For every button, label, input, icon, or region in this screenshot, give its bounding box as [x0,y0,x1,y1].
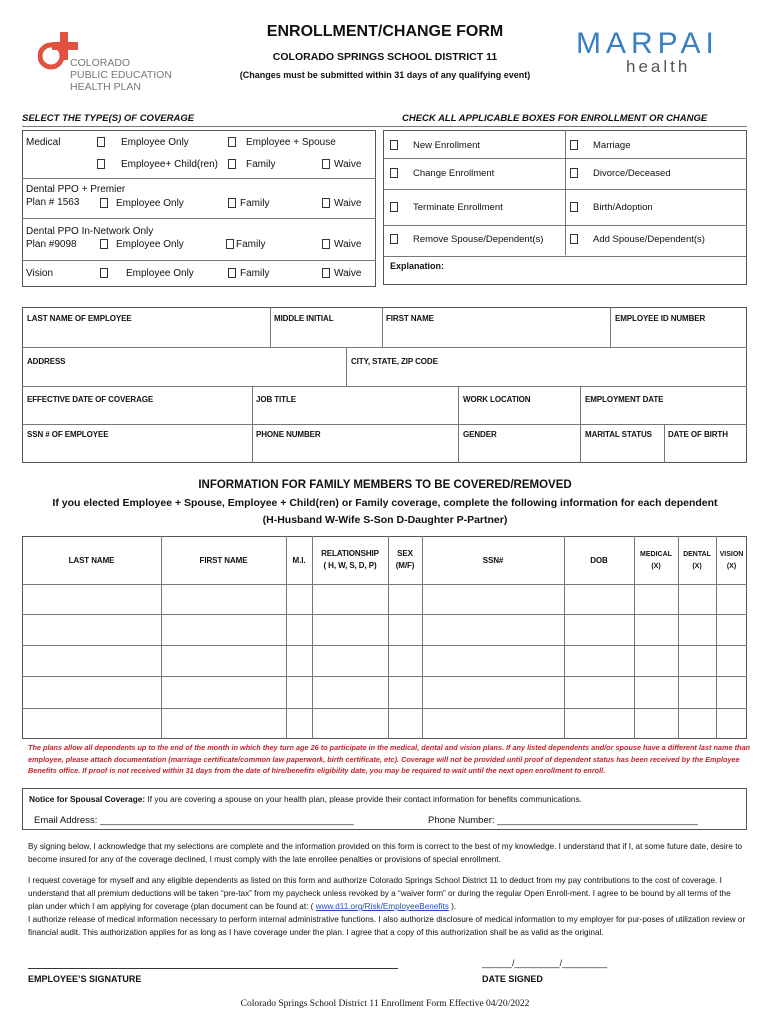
explanation-label: Explanation: [390,261,445,271]
remove-dependent-checkbox[interactable] [390,234,398,244]
new-enrollment-checkbox[interactable] [390,140,398,150]
marpai-sub: health [626,57,691,76]
changes-heading: CHECK ALL APPLICABLE BOXES FOR ENROLLMENT OR CHANGE [402,113,708,124]
col-sex: SEX (M/F) [395,549,415,570]
middle-initial-field[interactable]: MIDDLE INITIAL [274,314,334,323]
spousal-notice-text: If you are covering a spouse on your health plan, please provide their contact information for benefits communications. [145,794,582,804]
marriage-checkbox[interactable] [570,140,578,150]
col-mi: M.I. [292,556,306,565]
add-dependent-checkbox[interactable] [570,234,578,244]
dental-innet-waive-checkbox[interactable] [322,239,330,249]
address-field[interactable]: ADDRESS [27,357,66,366]
vision-label: Vision [26,268,54,279]
col-medical: MEDICAL (X) [640,551,672,570]
dental-premier-opt-waive: Waive [334,198,362,209]
birth-adoption-label: Birth/Adoption [593,202,653,213]
divorce-label: Divorce/Deceased [593,168,671,179]
terminate-enrollment-checkbox[interactable] [390,202,398,212]
work-location-field[interactable]: WORK LOCATION [463,395,531,404]
spousal-notice-label: Notice for Spousal Coverage: [29,794,146,804]
family-sub2: (H-Husband W-Wife S-Son D-Daughter P-Partner) [262,514,508,526]
vision-waive-checkbox[interactable] [322,268,330,278]
authorization-text: I request coverage for myself and any eligible dependents as listed on this form and authorize Colorado Springs School District 11 to deduct from my pay contributions to the cost of coverage. I understand that all premium deductions will be taken “pre-tax” from my paycheck unless revoked by a “waiver form” or during the regular Open Enroll-ment. I agree to be bound by all terms of the plan under which I am applying for coverage (plan document can be found at: ( www.d11.org/Risk/EmployeeBenefits ). I authorize release of medical information necessary to perform internal administrative functions. I also authorize disclosure of medical information to my employer for pur-poses of utilization review or financial audit. This authorization applies for as long as I have coverage under the plan. I agree that a copy of this authorization shall be as valid as the original. [28,874,748,939]
logo-line2: PUBLIC EDUCATION [70,69,172,81]
medical-family-checkbox[interactable] [228,159,236,169]
city-state-zip-field[interactable]: CITY, STATE, ZIP CODE [351,357,438,366]
remove-dependent-label: Remove Spouse/Dependent(s) [413,234,544,245]
gender-field[interactable]: GENDER [463,430,497,439]
district-name: COLORADO SPRINGS SCHOOL DISTRICT 11 [272,51,498,63]
phone-field[interactable]: PHONE NUMBER [256,430,321,439]
spousal-notice [29,794,582,804]
medical-employee-only-checkbox[interactable] [97,137,105,147]
marpai-logo [576,27,756,87]
birth-adoption-checkbox[interactable] [570,202,578,212]
first-name-field[interactable]: FIRST NAME [386,314,434,323]
medical-opt-waive: Waive [334,159,362,170]
col-last-name: LAST NAME [68,556,115,565]
employee-id-field[interactable]: EMPLOYEE ID NUMBER [615,314,706,323]
add-dependent-label: Add Spouse/Dependent(s) [593,234,705,245]
explanation-field[interactable] [384,256,746,284]
date-signed-label: DATE SIGNED [482,974,543,984]
medical-opt-family: Family [246,159,276,170]
medical-employee-spouse-checkbox[interactable] [228,137,236,147]
date-signed-field[interactable]: ______/_________/_________ [482,958,608,968]
coverage-heading: SELECT THE TYPE(S) OF COVERAGE [22,113,195,124]
family-sub1: If you elected Employee + Spouse, Employee + Child(ren) or Family coverage, complete the following information for each dependent [52,497,718,509]
dental-innet-opt-employee-only: Employee Only [116,239,184,250]
col-ssn: SSN# [482,556,504,565]
medical-label: Medical [26,137,61,148]
ssn-field[interactable]: SSN # OF EMPLOYEE [27,430,109,439]
medical-opt-employee-spouse: Employee + Spouse [246,137,336,148]
dental-premier-opt-family: Family [240,198,270,209]
marital-status-field[interactable]: MARITAL STATUS [585,430,652,439]
dental-innet-family-checkbox[interactable] [226,239,234,249]
vision-opt-waive: Waive [334,268,362,279]
dental-premier-employee-only-checkbox[interactable] [100,198,108,208]
new-enrollment-label: New Enrollment [413,140,481,151]
dental-premier-waive-checkbox[interactable] [322,198,330,208]
page-title: ENROLLMENT/CHANGE FORM [266,23,504,40]
vision-opt-employee-only: Employee Only [126,268,194,279]
col-dental: DENTAL (X) [683,551,711,570]
last-name-field[interactable]: LAST NAME OF EMPLOYEE [27,314,132,323]
family-heading: INFORMATION FOR FAMILY MEMBERS TO BE COVERED/REMOVED [198,479,572,491]
dental-innet-label: Dental PPO In-Network Only Plan #9098 [26,226,154,250]
spouse-email-field[interactable]: Email Address: ________________________________________________ [34,815,354,826]
release-text: I authorize release of medical information necessary to perform internal administrative functions. I also authorize disclosure of medical information to my employer for pur-poses of utilization review or financial audit. This authorization applies for as long as I have coverage under the plan. I agree that a copy of this authorization shall be as valid as the original. [28,915,746,937]
medical-employee-children-checkbox[interactable] [97,159,105,169]
dental-premier-opt-employee-only: Employee Only [116,198,184,209]
terminate-enrollment-label: Terminate Enrollment [413,202,503,213]
col-dob: DOB [590,556,608,565]
signature-line[interactable] [28,968,398,969]
dental-premier-label: Dental PPO + Premier Plan # 1563 [26,184,126,208]
employee-info-table [22,307,747,463]
medical-opt-employee-children: Employee+ Child(ren) [121,159,218,170]
dental-innet-opt-family: Family [236,239,266,250]
signature-label: EMPLOYEE’S SIGNATURE [28,974,142,984]
change-enrollment-label: Change Enrollment [413,168,495,179]
vision-opt-family: Family [240,268,270,279]
medical-opt-employee-only: Employee Only [121,137,189,148]
dental-innet-employee-only-checkbox[interactable] [100,239,108,249]
vision-employee-only-checkbox[interactable] [100,268,108,278]
dental-innet-opt-waive: Waive [334,239,362,250]
vision-family-checkbox[interactable] [228,268,236,278]
col-vision: VISION (X) [719,551,744,570]
effective-date-field[interactable]: EFFECTIVE DATE OF COVERAGE [27,395,154,404]
benefits-link[interactable]: www.d11.org/Risk/EmployeeBenefits [315,902,449,911]
acknowledgement-text: By signing below, I acknowledge that my selections are complete and the information provided on this form is correct to the best of my knowledge. I understand that if I, at some future date, desire to become insured for any of the coverage declined, I must comply with the late enrollee penalties or provisions of special enrollment. [28,842,743,864]
spouse-phone-field[interactable]: Phone Number: ______________________________________ [428,815,698,826]
job-title-field[interactable]: JOB TITLE [256,395,296,404]
logo-line3: HEALTH PLAN [70,81,141,93]
logo-line1: COLORADO [70,57,131,69]
medical-waive-checkbox[interactable] [322,159,330,169]
col-relationship: RELATIONSHIP ( H, W, S, D, P) [321,549,379,570]
divorce-checkbox[interactable] [570,168,578,178]
employment-date-field[interactable]: EMPLOYMENT DATE [585,395,664,404]
header-note: (Changes must be submitted within 31 days of any qualifying event) [239,70,531,80]
change-enrollment-checkbox[interactable] [390,168,398,178]
col-first-name: FIRST NAME [199,556,248,565]
dental-premier-family-checkbox[interactable] [228,198,236,208]
date-of-birth-field[interactable]: DATE OF BIRTH [668,430,728,439]
dependent-notice: The plans allow all dependents up to the end of the month in which they turn age 26 to participate in the medical, dental and vision plans. If any listed dependents and/or spouse have a different last name than employee, please attach documentation (marriage certificate/common law paperwork, birth certificate, etc). Coverage will not be provided until proof of dependent status has been received by the Employee Benefits office. If proof is not received within 31 days from the date of hire/benefits eligibility date, you may be required to wait until the next open enrollment to enroll. [28,743,750,775]
marriage-label: Marriage [593,140,631,151]
footer-text: Colorado Springs School District 11 Enrollment Form Effective 04/20/2022 [240,999,530,1009]
marpai-brand: MARPAI [576,27,719,60]
